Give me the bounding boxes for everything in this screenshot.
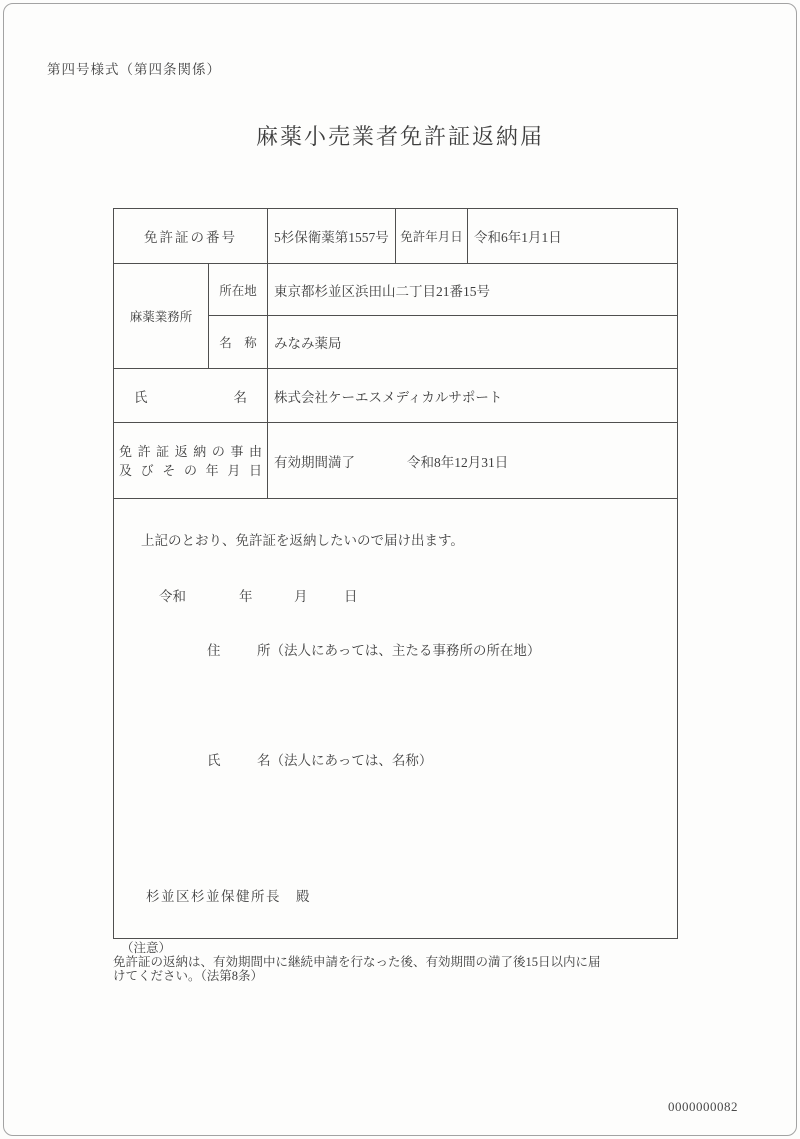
date-era-label: 令和 — [159, 589, 186, 604]
table-row — [114, 264, 678, 316]
applicant-name-note: 名（法人にあっては、名称） — [257, 753, 433, 768]
license-number-value: 5杉保衛薬第1557号 — [268, 209, 396, 264]
table-row — [114, 369, 678, 423]
serial-number: 0000000082 — [668, 1099, 738, 1114]
office-address-label: 所在地 — [209, 264, 268, 316]
return-reason-label-line1: 免 許 証 返 納 の 事 由 — [119, 443, 262, 459]
date-day-label: 日 — [344, 589, 358, 604]
applicant-address-note: 所（法人にあっては、主たる事務所の所在地） — [257, 643, 541, 658]
declaration-text: 上記のとおり、免許証を返納したいので届け出ます。 — [141, 533, 464, 548]
declaration-cell — [114, 499, 678, 939]
office-label: 麻薬業務所 — [114, 264, 209, 369]
applicant-name-label: 氏 — [207, 753, 221, 768]
office-address-value: 東京都杉並区浜田山二丁目21番15号 — [268, 264, 678, 316]
table-row — [114, 423, 678, 499]
return-reason-date: 令和8年12月31日 — [407, 454, 509, 470]
license-info-table — [113, 208, 678, 939]
return-reason-label — [114, 423, 268, 499]
footnote-heading: （注意） — [121, 941, 172, 955]
office-name-value: みなみ薬局 — [268, 316, 678, 369]
page-title: 麻薬小売業者免許証返納届 — [255, 124, 544, 149]
license-date-value: 令和6年1月1日 — [468, 209, 678, 264]
footnote — [113, 941, 601, 983]
license-date-label: 免許年月日 — [396, 209, 468, 264]
form-code-label: 第四号様式（第四条関係） — [47, 62, 221, 77]
licensee-name-label: 氏 名 — [114, 369, 268, 423]
return-reason-value: 有効期間満了 — [274, 454, 355, 470]
date-month-label: 月 — [294, 589, 308, 604]
applicant-address-label: 住 — [207, 643, 221, 658]
licensee-name-value: 株式会社ケーエスメディカルサポート — [268, 369, 678, 423]
table-row — [114, 209, 678, 264]
table-row — [114, 499, 678, 939]
office-name-label: 名 称 — [209, 316, 268, 369]
license-number-label: 免許証の番号 — [114, 209, 268, 264]
return-reason-label-line2: 及 び そ の 年 月 日 — [119, 462, 262, 478]
date-year-label: 年 — [239, 589, 253, 604]
recipient-text: 杉並区杉並保健所長 殿 — [146, 889, 311, 904]
footnote-line1: 免許証の返納は、有効期間中に継続申請を行なった後、有効期間の満了後15日以内に届 — [113, 955, 601, 969]
footnote-line2: けてください。（法第8条） — [113, 969, 264, 983]
return-reason-value-cell — [268, 423, 678, 499]
